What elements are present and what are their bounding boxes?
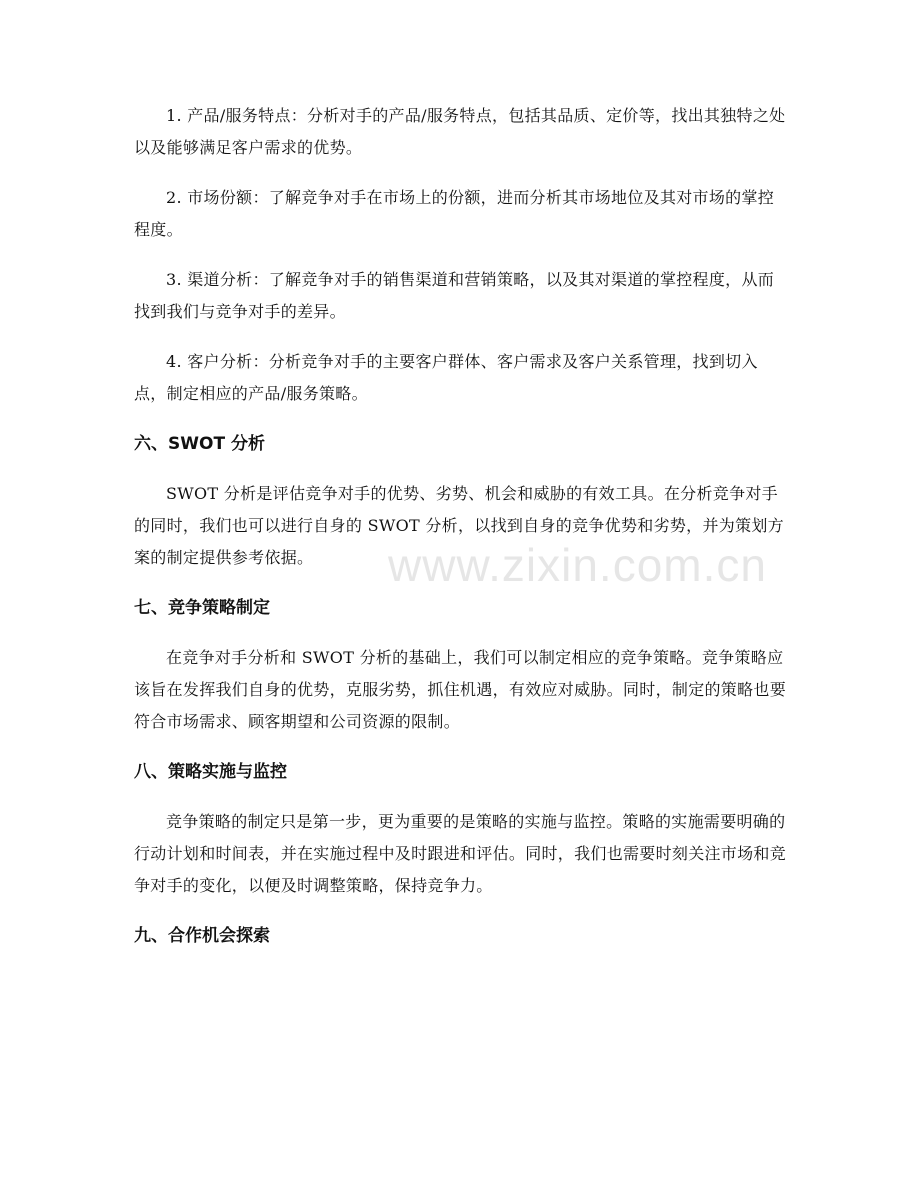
list-item-channel: 3. 渠道分析：了解竞争对手的销售渠道和营销策略，以及其对渠道的掌控程度，从而找到我们与竞争对手的差异。: [134, 270, 775, 321]
section-heading-strategy: 七、竞争策略制定: [134, 598, 270, 618]
section-body-strategy: 在竞争对手分析和 SWOT 分析的基础上，我们可以制定相应的竞争策略。竞争策略应该旨在发挥我们自身的优势，克服劣势，抓住机遇，有效应对威胁。同时，制定的策略也要符合市场需求、顾客期望和公司资源的限制。: [134, 648, 787, 731]
section-heading-implementation: 八、策略实施与监控: [134, 762, 287, 782]
watermark: www.zixin.com.cn: [388, 539, 767, 591]
document-page: [134, 100, 786, 970]
list-item-product: 1. 产品/服务特点：分析对手的产品/服务特点，包括其品质、定价等，找出其独特之处以及能够满足客户需求的优势。: [134, 106, 786, 157]
section-body-implementation: 竞争策略的制定只是第一步，更为重要的是策略的实施与监控。策略的实施需要明确的行动计划和时间表，并在实施过程中及时跟进和评估。同时，我们也需要时刻关注市场和竞争对手的变化，以便及时调整策略，保持竞争力。: [134, 812, 787, 895]
list-item-customer: 4. 客户分析：分析竞争对手的主要客户群体、客户需求及客户关系管理，找到切入点，制定相应的产品/服务策略。: [134, 352, 758, 403]
section-heading-cooperation: 九、合作机会探索: [134, 926, 270, 946]
list-item-market-share: 2. 市场份额：了解竞争对手在市场上的份额，进而分析其市场地位及其对市场的掌控程度。: [134, 188, 775, 239]
section-heading-swot: 六、SWOT 分析: [134, 434, 265, 454]
section-body-swot: SWOT 分析是评估竞争对手的优势、劣势、机会和威胁的有效工具。在分析竞争对手的同时，我们也可以进行自身的 SWOT 分析，以找到自身的竞争优势和劣势，并为策划方案的制定提供参考依据。: [134, 484, 784, 567]
